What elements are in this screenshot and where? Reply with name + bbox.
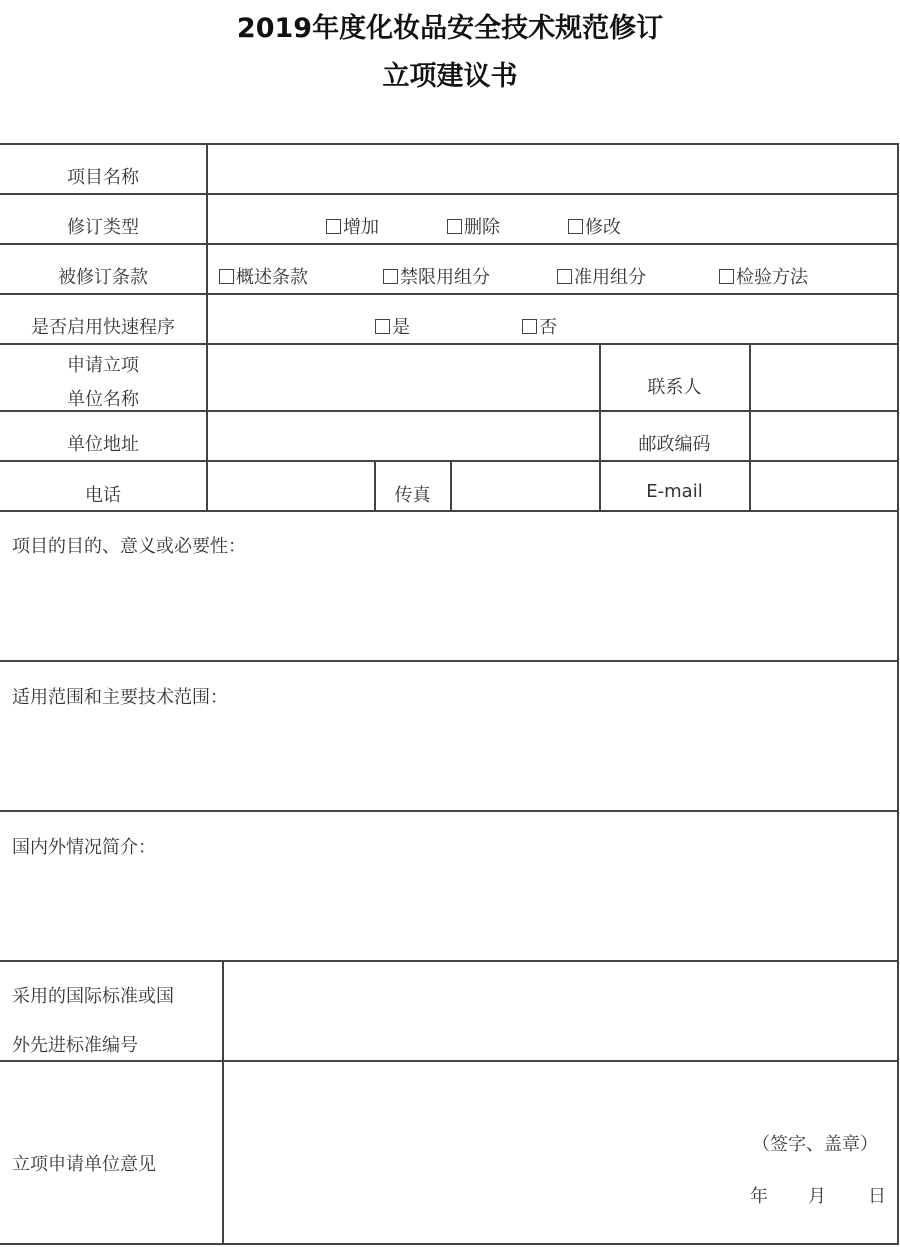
standard-label-line2: 外先进标准编号 <box>12 1035 138 1056</box>
revised-clause-label: 被修订条款 <box>58 267 148 288</box>
row-divider <box>0 293 899 295</box>
checkbox-add[interactable]: 增加 <box>326 213 379 239</box>
opinion-label: 立项申请单位意见 <box>12 1154 156 1175</box>
table-border-right <box>897 143 899 1244</box>
applicant-label-line2: 单位名称 <box>67 389 139 410</box>
row-divider <box>0 1060 899 1062</box>
checkbox-icon <box>375 319 390 334</box>
overview-label: 国内外情况简介： <box>12 837 156 858</box>
checkbox-no[interactable]: 否 <box>522 313 557 339</box>
standard-number-field[interactable] <box>224 962 897 1060</box>
checkbox-yes[interactable]: 是 <box>375 313 410 339</box>
project-name-field[interactable] <box>208 145 897 193</box>
contact-field[interactable] <box>751 345 897 410</box>
revision-type-label: 修订类型 <box>67 217 139 238</box>
checkbox-icon <box>326 219 341 234</box>
table-border-bottom <box>0 1243 899 1245</box>
purpose-label: 项目的目的、意义或必要性： <box>12 536 246 557</box>
fast-track-label: 是否启用快速程序 <box>31 317 175 338</box>
checkbox-icon <box>568 219 583 234</box>
fax-field[interactable] <box>452 462 599 510</box>
checkbox-icon <box>522 319 537 334</box>
row-divider <box>0 193 899 195</box>
postcode-label: 邮政编码 <box>638 434 711 455</box>
email-label: E-mail <box>646 481 703 502</box>
row-divider <box>0 660 899 662</box>
checkbox-delete[interactable]: 删除 <box>447 213 500 239</box>
checkbox-icon <box>557 269 572 284</box>
checkbox-icon <box>219 269 234 284</box>
checkbox-prohibited-restricted[interactable]: 禁限用组分 <box>383 263 490 289</box>
checkbox-icon <box>383 269 398 284</box>
row-divider <box>0 243 899 245</box>
project-name-label: 项目名称 <box>67 167 139 188</box>
row-divider <box>0 810 899 812</box>
contact-label: 联系人 <box>647 377 702 398</box>
checkbox-icon <box>719 269 734 284</box>
signature-note: （签字、盖章） <box>752 1134 878 1155</box>
document-subtitle: 立项建议书 <box>382 61 518 92</box>
checkbox-permitted[interactable]: 准用组分 <box>557 263 646 289</box>
standard-label-line1: 采用的国际标准或国 <box>12 986 174 1007</box>
date-year: 年 <box>750 1186 768 1207</box>
email-field[interactable] <box>751 462 897 510</box>
checkbox-test-method[interactable]: 检验方法 <box>719 263 808 289</box>
applicant-name-field[interactable] <box>208 345 599 410</box>
address-label: 单位地址 <box>67 434 139 455</box>
applicant-label-line1: 申请立项 <box>67 355 139 376</box>
address-field[interactable] <box>208 412 599 460</box>
date-day: 日 <box>868 1186 886 1207</box>
scope-label: 适用范围和主要技术范围： <box>12 687 228 708</box>
document-title: 2019年度化妆品安全技术规范修订 <box>236 13 664 44</box>
checkbox-modify[interactable]: 修改 <box>568 213 621 239</box>
checkbox-icon <box>447 219 462 234</box>
date-month: 月 <box>808 1186 826 1207</box>
fax-label: 传真 <box>394 485 431 506</box>
phone-field[interactable] <box>208 462 374 510</box>
phone-label: 电话 <box>85 485 121 506</box>
postcode-field[interactable] <box>751 412 897 460</box>
checkbox-general-clause[interactable]: 概述条款 <box>219 263 308 289</box>
